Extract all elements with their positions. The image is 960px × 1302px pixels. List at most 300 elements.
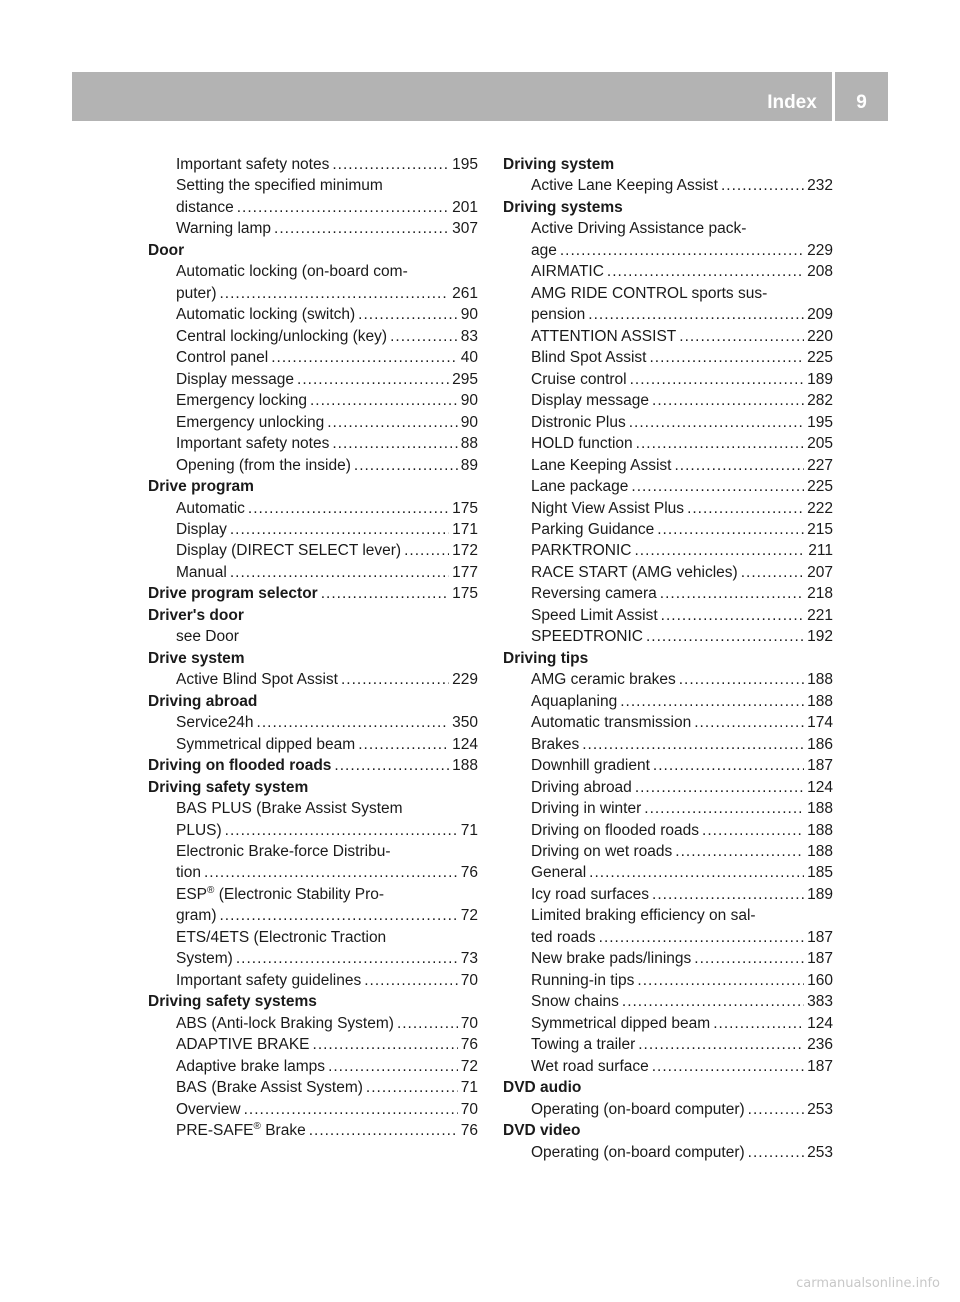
index-entry: [148, 1013, 478, 1034]
leader-dots: [274, 218, 449, 239]
entry-text: BAS PLUS (Brake Assist System: [176, 800, 403, 818]
index-entry: [148, 347, 478, 368]
page-ref[interactable]: 253: [807, 1143, 833, 1161]
leader-dots: [637, 970, 804, 991]
index-subentry-wrap: [148, 175, 478, 196]
index-column-right: [503, 154, 833, 1163]
entry-text: Active Blind Spot Assist: [176, 671, 338, 689]
page-ref[interactable]: 205: [807, 435, 833, 453]
entry-text: Symmetrical dipped beam: [531, 1014, 711, 1032]
leader-dots: [220, 283, 450, 304]
entry-text: Important safety notes: [176, 156, 330, 173]
index-entry: [148, 390, 478, 411]
entry-text: Driving in winter: [531, 800, 642, 818]
page-ref[interactable]: 185: [807, 864, 833, 882]
page-ref[interactable]: 295: [452, 370, 478, 388]
page-ref[interactable]: 186: [807, 735, 833, 753]
index-entry: [503, 991, 833, 1012]
page-ref[interactable]: 76: [460, 1122, 478, 1140]
leader-dots: [364, 970, 458, 991]
index-entry: [148, 1077, 478, 1098]
heading-text: Driving safety system: [148, 778, 309, 796]
leader-dots: [636, 433, 804, 454]
page-ref[interactable]: 211: [808, 542, 833, 560]
entry-text: pension: [531, 306, 586, 324]
index-entry: [148, 154, 478, 175]
index-entry: [503, 261, 833, 282]
entry-text: see Door: [176, 628, 239, 646]
leader-dots: [582, 734, 804, 755]
index-heading: [503, 197, 833, 218]
page-ref[interactable]: 383: [807, 993, 833, 1011]
page-number: 9: [856, 92, 867, 113]
index-heading: [148, 476, 478, 497]
index-heading: [148, 777, 478, 798]
page-ref[interactable]: 124: [452, 735, 478, 753]
leader-dots: [397, 1013, 458, 1034]
leader-dots: [321, 583, 449, 604]
heading-text: Driving systems: [503, 198, 623, 216]
index-heading: [148, 648, 478, 669]
index-entry: [148, 304, 478, 325]
leader-dots: [674, 455, 804, 476]
index-entry: [503, 712, 833, 733]
index-heading: [503, 1120, 833, 1141]
heading-text: Driving tips: [503, 649, 589, 667]
leader-dots: [560, 240, 804, 261]
index-entry: [148, 820, 478, 841]
page-ref[interactable]: 253: [807, 1100, 833, 1118]
page-ref[interactable]: 222: [807, 499, 833, 517]
entry-text: Control panel: [176, 349, 269, 367]
entry-text: Automatic transmission: [531, 714, 692, 732]
entry-text: Automatic: [176, 499, 245, 517]
index-entry: [503, 605, 833, 626]
page-ref[interactable]: 71: [460, 1079, 478, 1097]
entry-text: Brakes: [531, 735, 580, 753]
index-entry: [148, 433, 478, 454]
index-subentry-wrap: [148, 261, 478, 282]
page-ref[interactable]: 160: [807, 971, 833, 989]
page-ref[interactable]: 187: [807, 950, 833, 968]
leader-dots: [661, 605, 804, 626]
page-ref[interactable]: 195: [807, 413, 833, 431]
leader-dots: [354, 455, 458, 476]
index-entry: [503, 390, 833, 411]
entry-text: Important safety guidelines: [176, 971, 362, 989]
leader-dots: [675, 841, 804, 862]
page-ref[interactable]: 174: [807, 714, 833, 732]
registered-mark: ®: [253, 1121, 261, 1133]
entry-text: Snow chains: [531, 993, 619, 1011]
index-entry: [503, 820, 833, 841]
entry-text: Active Driving Assistance pack-: [531, 220, 747, 238]
entry-text: Speed Limit Assist: [531, 606, 658, 624]
leader-dots: [652, 390, 804, 411]
page-ref[interactable]: 188: [807, 843, 833, 860]
entry-text: Active Lane Keeping Assist: [531, 177, 718, 195]
entry-text: PLUS): [176, 821, 222, 839]
leader-dots: [334, 755, 449, 776]
entry-text: Electronic Brake-force Distribu-: [176, 843, 391, 860]
index-entry: [503, 433, 833, 454]
heading-text: DVD video: [503, 1122, 581, 1140]
heading-text: Drive program: [148, 478, 254, 496]
entry-text: RACE START (AMG vehicles): [531, 563, 738, 581]
entry-text: puter): [176, 284, 217, 302]
leader-dots: [702, 820, 804, 841]
index-entry: [148, 519, 478, 540]
entry-text-cont: (Electronic Stability Pro-: [214, 885, 385, 903]
entry-text: ADAPTIVE BRAKE: [176, 1036, 310, 1054]
entry-text: Manual: [176, 563, 227, 581]
page-ref[interactable]: 40: [460, 349, 478, 367]
index-entry: [148, 369, 478, 390]
index-entry: [148, 455, 478, 476]
entry-text: Overview: [176, 1100, 241, 1118]
page-ref[interactable]: 236: [807, 1036, 833, 1054]
page-ref[interactable]: 187: [807, 928, 833, 946]
entry-text: System): [176, 950, 233, 968]
index-entry: [503, 562, 833, 583]
index-entry: [503, 841, 833, 862]
page-ref[interactable]: 208: [807, 263, 833, 281]
page-ref[interactable]: 188: [807, 692, 833, 710]
index-heading: [148, 991, 478, 1012]
entry-text: Running-in tips: [531, 971, 635, 989]
leader-dots: [332, 154, 449, 175]
entry-text: Important safety notes: [176, 435, 330, 453]
entry-text: distance: [176, 198, 234, 216]
page-ref[interactable]: 220: [807, 327, 833, 345]
page-ref[interactable]: 70: [460, 1100, 478, 1118]
index-entry: [503, 498, 833, 519]
index-entry: [148, 1120, 478, 1141]
page-ref[interactable]: 76: [460, 1036, 478, 1054]
page-ref[interactable]: 177: [452, 563, 478, 581]
leader-dots: [230, 519, 449, 540]
leader-dots: [332, 433, 457, 454]
leader-dots: [649, 347, 804, 368]
entry-text: AIRMATIC: [531, 263, 604, 281]
page-ref[interactable]: 307: [452, 220, 478, 238]
index-entry: [503, 476, 833, 497]
leader-dots: [687, 498, 804, 519]
index-entry: [503, 519, 833, 540]
index-subentry-wrap: [148, 841, 478, 862]
index-heading: [503, 1077, 833, 1098]
leader-dots: [748, 1099, 804, 1120]
leader-dots: [694, 948, 804, 969]
entry-text: Driving on flooded roads: [531, 821, 700, 839]
leader-dots: [630, 369, 805, 390]
index-entry: [503, 175, 833, 196]
index-entry: [503, 326, 833, 347]
leader-dots: [748, 1142, 804, 1163]
page-ref[interactable]: 350: [452, 714, 478, 732]
entry-text: SPEEDTRONIC: [531, 628, 643, 646]
entry-text: New brake pads/linings: [531, 950, 692, 968]
entry-text: Emergency locking: [176, 392, 307, 410]
page-ref[interactable]: 187: [807, 1057, 833, 1075]
page-ref[interactable]: 88: [460, 435, 478, 453]
index-entry: [148, 326, 478, 347]
index-subentry-wrap: [503, 218, 833, 239]
index-entry: [503, 755, 833, 776]
heading-text: Driver's door: [148, 606, 244, 624]
index-subentry-wrap: [148, 798, 478, 819]
entry-text: Symmetrical dipped beam: [176, 735, 356, 753]
heading-text: Driving abroad: [148, 692, 258, 710]
leader-dots: [589, 862, 804, 883]
index-entry: [503, 669, 833, 690]
index-entry: [503, 1013, 833, 1034]
page-ref[interactable]: 282: [807, 392, 833, 410]
index-entry: [503, 1142, 833, 1163]
index-entry: [503, 369, 833, 390]
page-ref[interactable]: 71: [460, 821, 478, 839]
page-ref[interactable]: 175: [452, 499, 478, 517]
leader-dots: [652, 884, 804, 905]
index-heading: [148, 240, 478, 261]
index-entry: [503, 583, 833, 604]
page-ref[interactable]: 261: [452, 284, 478, 302]
index-entry: [503, 970, 833, 991]
entry-text: Automatic locking (switch): [176, 306, 356, 324]
index-entry: [503, 734, 833, 755]
page-ref[interactable]: 72: [460, 1057, 478, 1075]
page-ref[interactable]: 124: [807, 1014, 833, 1032]
leader-dots: [644, 798, 804, 819]
page-ref[interactable]: 189: [807, 370, 833, 388]
index-heading: [148, 605, 478, 626]
entry-text: Reversing camera: [531, 585, 657, 603]
index-entry: [503, 777, 833, 798]
leader-dots: [225, 820, 458, 841]
page-ref[interactable]: 171: [452, 520, 478, 538]
page-ref[interactable]: 207: [807, 563, 833, 581]
index-entry: [503, 455, 833, 476]
page-ref[interactable]: 192: [807, 628, 833, 646]
page-ref[interactable]: 201: [452, 198, 478, 216]
entry-text: Central locking/unlocking (key): [176, 327, 388, 345]
index-subentry-wrap: [148, 626, 478, 647]
entry-text: Display message: [531, 392, 650, 410]
leader-dots: [646, 626, 804, 647]
entry-text: Distronic Plus: [531, 413, 626, 431]
leader-dots: [631, 476, 804, 497]
entry-text: Lane Keeping Assist: [531, 456, 672, 474]
leader-dots: [309, 1120, 458, 1141]
page-ref[interactable]: 221: [807, 606, 833, 624]
entry-text: Adaptive brake lamps: [176, 1057, 326, 1075]
index-entry: [148, 540, 478, 561]
page-ref[interactable]: 70: [460, 971, 478, 989]
page-ref[interactable]: 225: [807, 478, 833, 496]
entry-text: gram): [176, 907, 217, 925]
index-entry: [503, 1034, 833, 1055]
leader-dots: [204, 862, 458, 883]
index-entry: [503, 1099, 833, 1120]
leader-dots: [341, 669, 449, 690]
leader-dots: [390, 326, 458, 347]
leader-dots: [713, 1013, 804, 1034]
leader-dots: [236, 948, 458, 969]
page-ref[interactable]: 225: [807, 349, 833, 367]
entry-text: Drive program selector: [148, 585, 318, 603]
index-subentry-wrap: [148, 884, 478, 905]
leader-dots: [622, 991, 804, 1012]
index-heading: [148, 691, 478, 712]
index-entry: [148, 498, 478, 519]
page-title: Index: [767, 92, 817, 113]
page-ref[interactable]: 188: [807, 671, 833, 689]
page-ref[interactable]: 90: [460, 306, 478, 324]
entry-text: Display (DIRECT SELECT lever): [176, 542, 402, 560]
leader-dots: [657, 519, 804, 540]
leader-dots: [634, 540, 805, 561]
page-ref[interactable]: 229: [452, 671, 478, 689]
entry-text: PARKTRONIC: [531, 542, 632, 560]
page-ref[interactable]: 227: [807, 456, 833, 474]
heading-text: Door: [148, 241, 185, 259]
entry-text: Wet road surface: [531, 1057, 649, 1075]
page-ref[interactable]: 72: [460, 907, 478, 925]
entry-text: Operating (on-board computer): [531, 1100, 745, 1118]
leader-dots: [358, 304, 458, 325]
leader-dots: [653, 755, 804, 776]
leader-dots: [607, 261, 804, 282]
entry-text: ted roads: [531, 928, 596, 946]
index-entry: [148, 1034, 478, 1055]
leader-dots: [328, 1056, 458, 1077]
leader-dots: [244, 1099, 458, 1120]
leader-dots: [599, 927, 804, 948]
heading-text: DVD audio: [503, 1079, 582, 1097]
page-ref[interactable]: 89: [460, 456, 478, 474]
entry-text: Warning lamp: [176, 220, 272, 238]
leader-dots: [257, 712, 450, 733]
leader-dots: [404, 540, 449, 561]
registered-mark: ®: [207, 884, 215, 896]
entry-text: Icy road surfaces: [531, 885, 650, 903]
entry-text: age: [531, 241, 557, 259]
leader-dots: [679, 326, 804, 347]
index-entry: [148, 669, 478, 690]
leader-dots: [248, 498, 449, 519]
leader-dots: [638, 1034, 804, 1055]
index-entry: [503, 1056, 833, 1077]
entry-text: ESP: [176, 885, 208, 903]
page-ref[interactable]: 124: [807, 778, 833, 796]
entry-text: Night View Assist Plus: [531, 499, 685, 517]
page-ref[interactable]: 70: [460, 1014, 478, 1032]
index-subentry-wrap: [503, 283, 833, 304]
entry-text: HOLD function: [531, 435, 633, 453]
entry-text: Towing a trailer: [531, 1036, 636, 1054]
leader-dots: [230, 562, 449, 583]
index-entry: [148, 218, 478, 239]
entry-text: Service24h: [176, 714, 254, 732]
page-ref[interactable]: 76: [460, 864, 478, 882]
page-ref[interactable]: 90: [460, 392, 478, 410]
index-entry: [148, 862, 478, 883]
index-entry: [148, 734, 478, 755]
index-entry: [148, 283, 478, 304]
page-ref[interactable]: 218: [807, 585, 833, 603]
entry-text: Opening (from the inside): [176, 456, 351, 474]
page-ref[interactable]: 188: [452, 757, 478, 775]
entry-text: Cruise control: [531, 370, 627, 388]
index-subentry-wrap: [503, 905, 833, 926]
entry-text: Parking Guidance: [531, 520, 655, 538]
page-ref[interactable]: 188: [807, 800, 833, 818]
page-ref[interactable]: 83: [460, 327, 478, 345]
entry-text: AMG ceramic brakes: [531, 671, 676, 689]
index-entry: [503, 626, 833, 647]
page-ref[interactable]: 229: [807, 241, 833, 259]
entry-text: Display: [176, 520, 227, 538]
index-column-left: [148, 154, 478, 1142]
entry-text-cont: Brake: [260, 1122, 306, 1140]
index-entry: [503, 948, 833, 969]
index-entry: [148, 970, 478, 991]
leader-dots: [297, 369, 449, 390]
page-ref[interactable]: 232: [807, 177, 833, 195]
index-entry: [148, 1056, 478, 1077]
page-ref[interactable]: 172: [452, 542, 478, 560]
page-ref[interactable]: 215: [807, 520, 833, 538]
index-entry: [503, 304, 833, 325]
page-ref[interactable]: 189: [807, 885, 833, 903]
watermark: carmanualsonline.info: [796, 1276, 940, 1291]
leader-dots: [271, 347, 458, 368]
leader-dots: [237, 197, 449, 218]
leader-dots: [219, 905, 457, 926]
page-ref[interactable]: 209: [807, 306, 833, 324]
page-ref[interactable]: 90: [460, 413, 478, 431]
entry-text: tion: [176, 864, 201, 882]
index-entry: [503, 798, 833, 819]
page-ref[interactable]: 188: [807, 821, 833, 839]
page-ref[interactable]: 195: [452, 156, 478, 173]
entry-text: BAS (Brake Assist System): [176, 1079, 363, 1097]
index-entry: [503, 862, 833, 883]
heading-text: Driving system: [503, 156, 615, 173]
index-heading-entry: [148, 755, 478, 776]
index-entry: [503, 884, 833, 905]
index-subentry-wrap: [148, 927, 478, 948]
index-entry: [503, 240, 833, 261]
index-entry: [148, 905, 478, 926]
leader-dots: [366, 1077, 458, 1098]
entry-text: ETS/4ETS (Electronic Traction: [176, 928, 387, 946]
entry-text: Downhill gradient: [531, 757, 650, 775]
leader-dots: [358, 734, 449, 755]
entry-text: ATTENTION ASSIST: [531, 327, 677, 345]
entry-text: General: [531, 864, 587, 882]
index-entry: [148, 562, 478, 583]
page-ref[interactable]: 175: [452, 585, 478, 603]
heading-text: Driving safety systems: [148, 993, 317, 1011]
page-ref[interactable]: 187: [807, 757, 833, 775]
leader-dots: [620, 691, 804, 712]
index-entry: [148, 712, 478, 733]
entry-text: Display message: [176, 370, 295, 388]
entry-text: Lane package: [531, 478, 629, 496]
page-ref[interactable]: 73: [460, 950, 478, 968]
index-entry: [503, 347, 833, 368]
